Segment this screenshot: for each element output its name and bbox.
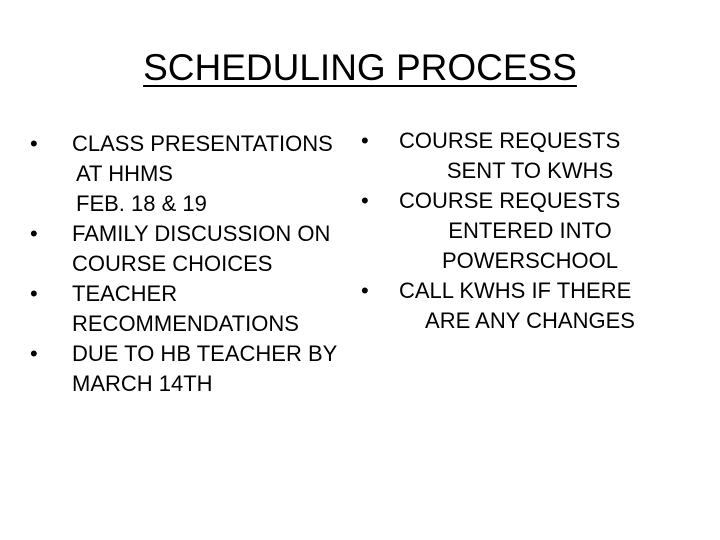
list-item-line: AT HHMS (76, 161, 173, 186)
list-item-line: COURSE REQUESTS (399, 128, 621, 153)
list-item (30, 279, 360, 339)
list-item (361, 186, 661, 276)
list-item (361, 276, 661, 336)
list-item-line: DUE TO HB TEACHER BY (72, 341, 338, 366)
list-item-line: ENTERED INTO (448, 218, 612, 243)
list-item-line: CALL KWHS IF THERE (399, 278, 632, 303)
list-item-line: RECOMMENDATIONS (72, 311, 299, 336)
bullet-icon: • (30, 341, 38, 366)
bullet-icon: • (30, 131, 38, 156)
left-bullet-list (30, 129, 360, 399)
list-item-line: TEACHER (72, 281, 178, 306)
list-item-line: SENT TO KWHS (446, 158, 614, 183)
bullet-icon: • (30, 221, 38, 246)
list-item (30, 219, 360, 279)
list-item-line: FEB. 18 & 19 (76, 191, 207, 216)
list-item-line: ARE ANY CHANGES (425, 308, 635, 333)
list-item-line: COURSE CHOICES (72, 251, 273, 276)
slide-title: SCHEDULING PROCESS (143, 47, 577, 88)
list-item (30, 129, 360, 219)
list-item (30, 339, 360, 399)
bullet-icon: • (30, 281, 38, 306)
list-item (361, 126, 661, 186)
list-item-line: POWERSCHOOL (441, 248, 619, 273)
list-item-line: FAMILY DISCUSSION ON (72, 221, 331, 246)
right-bullet-list (361, 126, 661, 336)
list-item-line: COURSE REQUESTS (399, 188, 621, 213)
list-item-line: MARCH 14TH (72, 371, 213, 396)
bullet-icon: • (361, 128, 369, 153)
bullet-icon: • (361, 278, 369, 303)
list-item-line: CLASS PRESENTATIONS (72, 131, 333, 156)
bullet-icon: • (361, 188, 369, 213)
